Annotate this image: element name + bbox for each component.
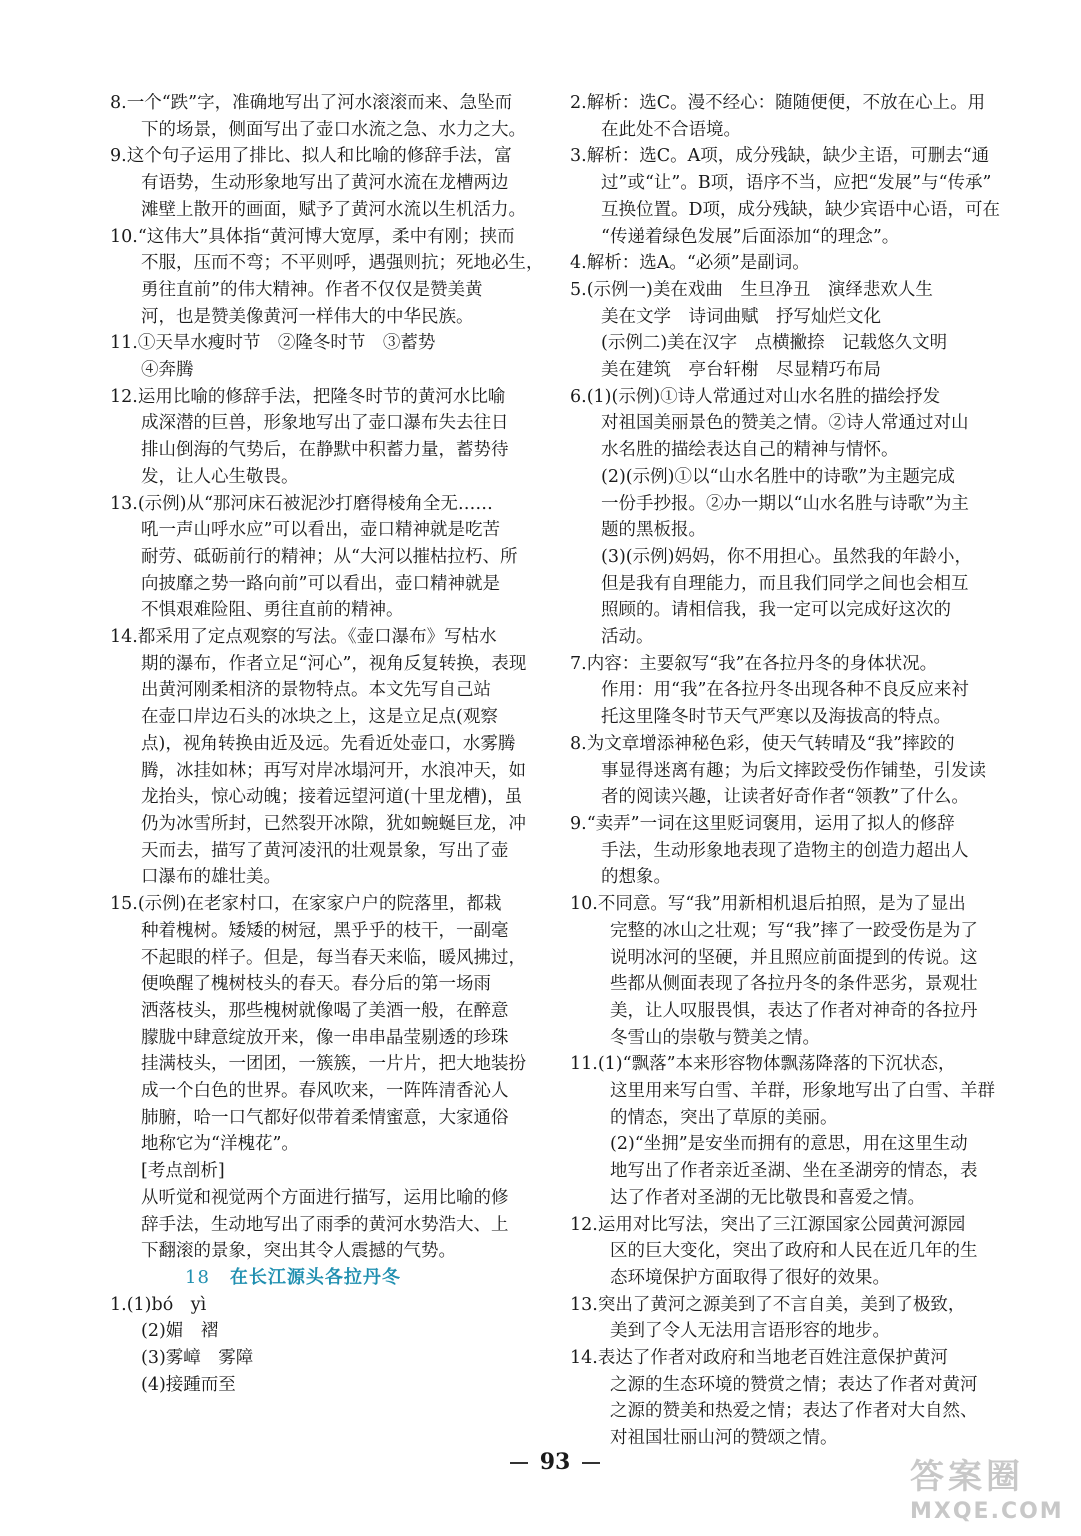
text-line: 3.解析：选C。A项，成分残缺，缺少主语，可删去“通 — [570, 146, 990, 167]
text-line: 10.不同意。写“我”用新相机退后拍照，是为了显出 — [570, 894, 966, 915]
text-line: [考点剖析] — [141, 1161, 225, 1182]
text-line: 照顾的。请相信我，我一定可以完成好这次的 — [601, 600, 951, 621]
text-line: 14.表达了作者对政府和当地老百姓注意保护黄河 — [570, 1348, 948, 1369]
watermark — [910, 1455, 1075, 1535]
text-line: 2.解析：选C。漫不经心：随随便便，不放在心上。用 — [570, 93, 986, 113]
section-title: 在长江源头各拉丹冬 — [229, 1266, 401, 1288]
text-line: 完整的冰山之壮观；写“我”摔了一跤受伤是为了 — [610, 920, 978, 941]
text-line: 仍为冰雪所封，已然裂开冰隙，犹如蜿蜒巨龙，冲 — [141, 813, 526, 834]
text-line: 11.①天旱水瘦时节 ②隆冬时节 ③蓄势 — [110, 333, 436, 354]
text-line: 口瀑布的雄壮美。 — [141, 867, 281, 888]
text-line: 11.(1)“飘落”本来形容物体飘荡降落的下沉状态， — [570, 1054, 956, 1075]
page-number: 93 — [480, 1449, 630, 1475]
text-line: 些都从侧面表现了各拉丹冬的条件恶劣，景观壮 — [610, 974, 978, 995]
watermark-logo: 答案圈 — [910, 1457, 1024, 1497]
text-line: 有语势，生动形象地写出了黄河水流在龙槽两边 — [141, 173, 509, 194]
text-line: 14.都采用了定点观察的写法。《壶口瀑布》写枯水 — [110, 627, 497, 648]
text-line: 向披靡之势一路向前”可以看出，壶口精神就是 — [141, 573, 500, 594]
text-line: 13.突出了黄河之源美到了不言自美，美到了极致， — [570, 1294, 966, 1315]
text-line: 9.这个句子运用了排比、拟人和比喻的修辞手法，富 — [110, 146, 512, 167]
text-line: 7.内容：主要叙写“我”在各拉丹冬的身体状况。 — [570, 653, 938, 674]
text-line: 点)，视角转换由近及远。先看近处壶口，水雾腾 — [141, 733, 516, 754]
text-line: 一份手抄报。②办一期以“山水名胜与诗歌”为主 — [601, 493, 969, 514]
text-line: 的想象。 — [601, 867, 671, 888]
text-line: (2)媚 褶 — [141, 1321, 219, 1342]
text-line: 态环境保护方面取得了很好的效果。 — [610, 1267, 890, 1288]
text-line: 的情态，突出了草原的美丽。 — [610, 1107, 838, 1128]
text-line: 水名胜的描绘表达自己的精神与情怀。 — [601, 440, 899, 461]
watermark-url: MXQE.COM — [910, 1499, 1064, 1524]
text-line: 6.(1)(示例)①诗人常通过对山水名胜的描绘抒发 — [570, 386, 941, 407]
text-line: 地写出了作者亲近圣湖、坐在圣湖旁的情态，表 — [610, 1161, 978, 1182]
text-line: (示例二)美在汉字 点横撇捺 记载悠久文明 — [601, 333, 948, 354]
section-number: 18 — [185, 1266, 210, 1288]
text-line: 在壶口岸边石头的冰块之上，这是立足点(观察 — [141, 707, 498, 728]
text-line: 互换位置。D项，成分残缺，缺少宾语中心语，可在 — [601, 199, 1000, 220]
text-line: 过”或“让”。B项，语序不当，应把“发展”与“传承” — [601, 173, 992, 194]
text-line: 区的巨大变化，突出了政府和人民在近几年的生 — [610, 1241, 978, 1262]
text-line: 期的瀑布，作者立足“河心”，视角反复转换，表现 — [141, 653, 527, 674]
text-line: 吼一声山呼水应”可以看出，壶口精神就是吃苦 — [141, 520, 500, 541]
text-line: 洒落枝头，那些槐树就像喝了美酒一般，在醉意 — [141, 1000, 509, 1021]
text-line: 8.一个“跌”字，准确地写出了河水滚滚而来、急坠而 — [110, 93, 513, 113]
text-line: 便唤醒了槐树枝头的春天。春分后的第一场雨 — [141, 974, 491, 995]
text-line: 排山倒海的气势后，在静默中积蓄力量，蓄势待 — [141, 440, 509, 461]
text-line: 美在文学 诗词曲赋 抒写灿烂文化 — [601, 306, 881, 327]
text-line: 冬雪山的崇敬与赞美之情。 — [610, 1027, 820, 1048]
text-line: 辞手法，生动地写出了雨季的黄河水势浩大、上 — [141, 1214, 509, 1235]
text-line: 作用：用“我”在各拉丹冬出现各种不良反应来衬 — [601, 680, 969, 701]
text-line: 这里用来写白雪、羊群，形象地写出了白雪、羊群 — [610, 1081, 995, 1102]
text-line: 肺腑，哈一口气都好似带着柔情蜜意，大家通俗 — [141, 1107, 509, 1128]
text-line: 达了作者对圣湖的无比敬畏和喜爱之情。 — [610, 1187, 925, 1208]
text-line: 出黄河刚柔相济的景物特点。本文先写自己站 — [141, 680, 491, 701]
text-line: 手法，生动形象地表现了造物主的创造力超出人 — [601, 840, 969, 861]
text-line: (2)“坐拥”是安坐而拥有的意思，用在这里生动 — [610, 1134, 968, 1155]
text-line: 下翻滚的景象，突出其令人震撼的气势。 — [141, 1241, 456, 1262]
right-column — [570, 90, 1000, 1452]
text-line: 13.(示例)从“那河床石被泥沙打磨得棱角全无…… — [110, 493, 493, 514]
text-line: 9.“卖弄”一词在这里贬词褒用，运用了拟人的修辞 — [570, 813, 955, 834]
text-line: 但是我有自理能力，而且我们同学之间也会相互 — [601, 573, 969, 594]
text-line: 从听觉和视觉两个方面进行描写，运用比喻的修 — [141, 1187, 509, 1208]
text-line: 挂满枝头，一团团，一簇簇，一片片，把大地装扮 — [141, 1054, 526, 1075]
text-line: 河，也是赞美像黄河一样伟大的中华民族。 — [141, 306, 474, 327]
text-line: 下的场景，侧面写出了壶口水流之急、水力之大。 — [141, 119, 526, 140]
text-line: 托这里隆冬时节天气严寒以及海拔高的特点。 — [601, 707, 951, 728]
text-line: 者的阅读兴趣，让读者好奇作者“领教”了什么。 — [601, 787, 969, 808]
text-line: 12.运用比喻的修辞手法，把隆冬时节的黄河水比喻 — [110, 386, 506, 407]
text-line: 事显得迷离有趣；为后文摔跤受伤作铺垫，引发读 — [601, 760, 986, 781]
left-column — [110, 90, 550, 1398]
text-line: 活动。 — [601, 627, 654, 648]
text-line: 5.(示例一)美在戏曲 生旦净丑 演绎悲欢人生 — [570, 279, 933, 300]
text-line: 地称它为“洋槐花”。 — [141, 1134, 299, 1155]
text-line: 之源的生态环境的赞赏之情；表达了作者对黄河 — [610, 1374, 978, 1395]
text-line: 天而去，描写了黄河凌汛的壮观景象，写出了壶 — [141, 840, 509, 861]
text-line: 10.“这伟大”具体指“黄河博大宽厚，柔中有刚；挟而 — [110, 226, 515, 247]
text-line: 之源的赞美和热爱之情；表达了作者对大自然、 — [610, 1401, 978, 1422]
text-line: 对祖国美丽景色的赞美之情。②诗人常通过对山 — [601, 413, 969, 434]
text-line: 4.解析：选A。“必须”是副词。 — [570, 253, 810, 274]
text-line: 不惧艰难险阻、勇往直前的精神。 — [141, 600, 404, 621]
text-line: 种着槐树。矮矮的树冠，黑乎乎的枝干，一副毫 — [141, 920, 509, 941]
text-line: 在此处不合语境。 — [601, 119, 741, 140]
text-line: 滩壁上散开的画面，赋予了黄河水流以生机活力。 — [141, 199, 526, 220]
text-line: 成深潜的巨兽，形象地写出了壶口瀑布失去往日 — [141, 413, 509, 434]
text-line: 龙抬头，惊心动魄；接着远望河道(十里龙槽)，虽 — [141, 787, 523, 808]
text-line: (4)接踵而至 — [141, 1374, 236, 1395]
text-line: 说明冰河的坚硬，并且照应前面提到的传说。这 — [610, 947, 978, 968]
text-line: 8.为文章增添神秘色彩，使天气转晴及“我”摔跤的 — [570, 733, 955, 754]
text-line: 美，让人叹服畏惧，表达了作者对神奇的各拉丹 — [610, 1000, 978, 1021]
text-line: 朦胧中肆意绽放开来，像一串串晶莹剔透的珍珠 — [141, 1027, 509, 1048]
text-line: (3)雾嶂 雾障 — [141, 1348, 254, 1369]
text-line: 勇往直前”的伟大精神。作者不仅仅是赞美黄 — [141, 279, 483, 300]
text-line: 不起眼的样子。但是，每当春天来临，暖风拂过， — [141, 947, 526, 968]
text-line: 美在建筑 亭台轩榭 尽显精巧布局 — [601, 360, 881, 381]
text-line: (3)(示例)妈妈，你不用担心。虽然我的年龄小， — [601, 546, 972, 567]
text-line: ④奔腾 — [141, 360, 194, 381]
text-line: 成一个白色的世界。春风吹来，一阵阵清香沁人 — [141, 1081, 509, 1102]
text-line: 12.运用对比写法，突出了三江源国家公园黄河源园 — [570, 1214, 966, 1235]
text-line: 1.(1)bó yì — [110, 1294, 207, 1315]
text-line: 不服，压而不弯；不平则呼，遇强则抗；死地必生， — [141, 253, 544, 274]
text-line: 美到了令人无法用言语形容的地步。 — [610, 1321, 890, 1342]
text-line: 发，让人心生敬畏。 — [141, 466, 299, 487]
text-line: 腾，冰挂如林；再写对岸冰塌河开，水浪冲天，如 — [141, 760, 526, 781]
text-line: 15.(示例)在老家村口，在家家户户的院落里，都栽 — [110, 894, 502, 915]
section-heading — [110, 1265, 550, 1292]
text-line: 对祖国壮丽山河的赞颂之情。 — [610, 1428, 838, 1449]
text-line: 耐劳、砥砺前行的精神；从“大河以摧枯拉朽、所 — [141, 546, 518, 567]
text-line: (2)(示例)①以“山水名胜中的诗歌”为主题完成 — [601, 466, 955, 487]
text-line: “传递着绿色发展”后面添加“的理念”。 — [601, 226, 900, 247]
text-line: 题的黑板报。 — [601, 520, 706, 541]
